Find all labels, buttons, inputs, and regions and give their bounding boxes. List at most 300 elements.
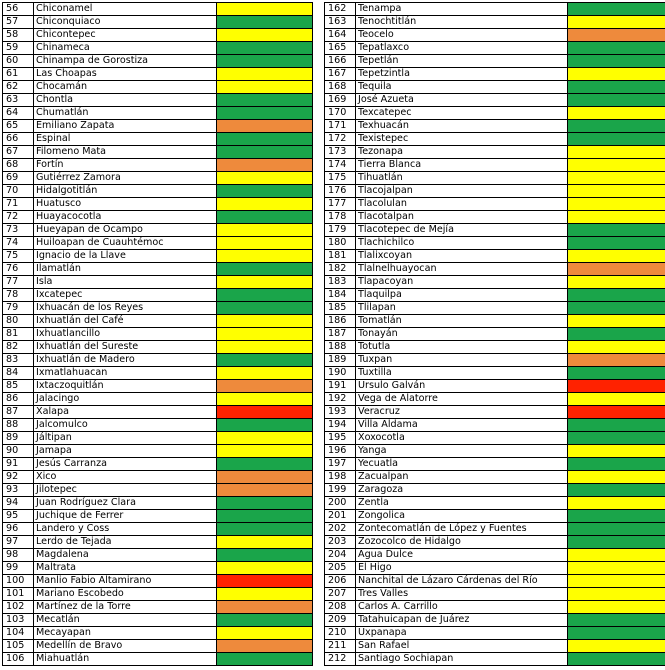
municipality-number: 60 — [3, 55, 34, 68]
table-row — [3, 302, 313, 315]
table-row — [3, 354, 313, 367]
table-row — [3, 315, 313, 328]
table-row — [325, 471, 665, 484]
table-row — [325, 3, 665, 16]
municipality-name: Chiconquiaco — [34, 16, 217, 29]
municipality-name: Zongolica — [356, 510, 568, 523]
municipality-name: El Higo — [356, 562, 568, 575]
municipality-number: 182 — [325, 263, 356, 276]
table-row — [3, 94, 313, 107]
municipality-number: 188 — [325, 341, 356, 354]
table-row — [3, 510, 313, 523]
municipality-number: 59 — [3, 42, 34, 55]
status-color-cell — [568, 55, 665, 68]
status-color-cell — [568, 458, 665, 471]
status-color-cell — [568, 614, 665, 627]
municipality-number: 96 — [3, 523, 34, 536]
municipality-name: Fortín — [34, 159, 217, 172]
table-row — [325, 458, 665, 471]
municipality-number: 190 — [325, 367, 356, 380]
municipality-number: 83 — [3, 354, 34, 367]
status-color-cell — [217, 146, 313, 159]
municipality-number: 86 — [3, 393, 34, 406]
municipality-name: Tlilapan — [356, 302, 568, 315]
municipality-name: Landero y Coss — [34, 523, 217, 536]
municipality-name: Tlacolulan — [356, 198, 568, 211]
status-color-cell — [568, 328, 665, 341]
status-color-cell — [568, 211, 665, 224]
table-row — [3, 29, 313, 42]
municipality-name: Chinampa de Gorostiza — [34, 55, 217, 68]
table-row — [3, 107, 313, 120]
status-color-cell — [217, 653, 313, 666]
status-color-cell — [568, 120, 665, 133]
municipality-number: 197 — [325, 458, 356, 471]
municipality-name: Tepatlaxco — [356, 42, 568, 55]
status-color-cell — [568, 146, 665, 159]
municipality-number: 81 — [3, 328, 34, 341]
status-color-cell — [217, 120, 313, 133]
status-color-cell — [568, 302, 665, 315]
table-body-left — [3, 3, 313, 666]
municipality-name: Tierra Blanca — [356, 159, 568, 172]
municipality-table-left — [2, 2, 313, 666]
municipality-number: 207 — [325, 588, 356, 601]
status-color-cell — [217, 29, 313, 42]
municipality-number: 164 — [325, 29, 356, 42]
status-color-cell — [568, 549, 665, 562]
table-row — [325, 263, 665, 276]
municipality-name: Espinal — [34, 133, 217, 146]
status-color-cell — [217, 523, 313, 536]
status-color-cell — [568, 29, 665, 42]
municipality-number: 201 — [325, 510, 356, 523]
status-color-cell — [568, 172, 665, 185]
municipality-name: Filomeno Mata — [34, 146, 217, 159]
table-row — [325, 42, 665, 55]
municipality-number: 198 — [325, 471, 356, 484]
table-row — [3, 133, 313, 146]
table-row — [325, 536, 665, 549]
status-color-cell — [568, 250, 665, 263]
table-row — [3, 328, 313, 341]
municipality-name: Tihuatlán — [356, 172, 568, 185]
municipality-name: Xalapa — [34, 406, 217, 419]
municipality-name: Yecuatla — [356, 458, 568, 471]
municipality-number: 178 — [325, 211, 356, 224]
municipality-name: Tenampa — [356, 3, 568, 16]
table-row — [325, 16, 665, 29]
municipality-name: Tequila — [356, 81, 568, 94]
municipality-name: Tuxpan — [356, 354, 568, 367]
municipality-number: 91 — [3, 458, 34, 471]
municipality-number: 101 — [3, 588, 34, 601]
table-row — [325, 367, 665, 380]
status-color-cell — [217, 42, 313, 55]
table-row — [325, 68, 665, 81]
municipality-name: Jesús Carranza — [34, 458, 217, 471]
table-row — [325, 185, 665, 198]
table-row — [325, 640, 665, 653]
municipality-name: Ignacio de la Llave — [34, 250, 217, 263]
municipality-number: 209 — [325, 614, 356, 627]
table-row — [325, 393, 665, 406]
municipality-name: Tlapacoyan — [356, 276, 568, 289]
municipality-number: 208 — [325, 601, 356, 614]
municipality-number: 77 — [3, 276, 34, 289]
municipality-name: Ixmatlahuacan — [34, 367, 217, 380]
municipality-number: 93 — [3, 484, 34, 497]
municipality-number: 105 — [3, 640, 34, 653]
municipality-name: Texcatepec — [356, 107, 568, 120]
table-row — [3, 68, 313, 81]
status-color-cell — [217, 601, 313, 614]
status-color-cell — [217, 627, 313, 640]
table-row — [3, 588, 313, 601]
municipality-name: Tlaquilpa — [356, 289, 568, 302]
municipality-number: 211 — [325, 640, 356, 653]
status-color-cell — [217, 81, 313, 94]
municipality-number: 84 — [3, 367, 34, 380]
municipality-number: 79 — [3, 302, 34, 315]
table-row — [325, 601, 665, 614]
table-row — [325, 250, 665, 263]
status-color-cell — [568, 16, 665, 29]
municipality-name: Agua Dulce — [356, 549, 568, 562]
municipality-name: Ixhuatlancillo — [34, 328, 217, 341]
municipality-name: Yanga — [356, 445, 568, 458]
municipality-number: 99 — [3, 562, 34, 575]
table-row — [325, 588, 665, 601]
status-color-cell — [568, 653, 665, 666]
table-row — [325, 146, 665, 159]
municipality-number: 203 — [325, 536, 356, 549]
status-color-cell — [568, 367, 665, 380]
municipality-number: 76 — [3, 263, 34, 276]
municipality-number: 95 — [3, 510, 34, 523]
municipality-number: 72 — [3, 211, 34, 224]
status-color-cell — [217, 419, 313, 432]
status-color-cell — [217, 3, 313, 16]
status-color-cell — [217, 640, 313, 653]
table-row — [325, 354, 665, 367]
table-row — [325, 224, 665, 237]
status-color-cell — [217, 133, 313, 146]
municipality-name: Ixcatepec — [34, 289, 217, 302]
table-row — [3, 432, 313, 445]
status-color-cell — [568, 276, 665, 289]
status-color-cell — [217, 341, 313, 354]
status-color-cell — [568, 419, 665, 432]
municipality-name: Tatahuicapan de Juárez — [356, 614, 568, 627]
municipality-number: 199 — [325, 484, 356, 497]
municipality-number: 68 — [3, 159, 34, 172]
municipality-number: 87 — [3, 406, 34, 419]
status-color-cell — [217, 159, 313, 172]
municipality-name: Jamapa — [34, 445, 217, 458]
table-row — [325, 653, 665, 666]
municipality-name: Chumatlán — [34, 107, 217, 120]
municipality-number: 57 — [3, 16, 34, 29]
municipality-number: 89 — [3, 432, 34, 445]
municipality-number: 106 — [3, 653, 34, 666]
municipality-number: 172 — [325, 133, 356, 146]
municipality-name: Magdalena — [34, 549, 217, 562]
status-color-cell — [568, 42, 665, 55]
municipality-number: 70 — [3, 185, 34, 198]
municipality-number: 64 — [3, 107, 34, 120]
table-row — [3, 614, 313, 627]
municipality-name: Mecayapan — [34, 627, 217, 640]
municipality-name: Zacualpan — [356, 471, 568, 484]
municipality-number: 185 — [325, 302, 356, 315]
table-row — [3, 341, 313, 354]
municipality-number: 195 — [325, 432, 356, 445]
status-color-cell — [217, 289, 313, 302]
municipality-number: 194 — [325, 419, 356, 432]
table-row — [325, 562, 665, 575]
municipality-name: Tlacojalpan — [356, 185, 568, 198]
table-row — [3, 367, 313, 380]
table-row — [3, 393, 313, 406]
municipality-name: Tenochtitlán — [356, 16, 568, 29]
municipality-name: Isla — [34, 276, 217, 289]
status-color-cell — [568, 536, 665, 549]
table-row — [325, 484, 665, 497]
municipality-name: Texhuacán — [356, 120, 568, 133]
municipality-name: Tepetzintla — [356, 68, 568, 81]
status-color-cell — [568, 315, 665, 328]
status-color-cell — [568, 107, 665, 120]
municipality-number: 181 — [325, 250, 356, 263]
municipality-number: 189 — [325, 354, 356, 367]
status-color-cell — [568, 627, 665, 640]
table-row — [3, 380, 313, 393]
municipality-number: 71 — [3, 198, 34, 211]
municipality-number: 82 — [3, 341, 34, 354]
status-color-cell — [568, 237, 665, 250]
status-color-cell — [568, 68, 665, 81]
status-color-cell — [568, 354, 665, 367]
table-row — [3, 172, 313, 185]
municipality-name: Villa Aldama — [356, 419, 568, 432]
municipality-name: Tlacotalpan — [356, 211, 568, 224]
status-color-cell — [568, 432, 665, 445]
municipality-number: 65 — [3, 120, 34, 133]
municipality-name: Tepetlán — [356, 55, 568, 68]
table-row — [325, 133, 665, 146]
municipality-number: 162 — [325, 3, 356, 16]
municipality-name: Ixhuatlán de Madero — [34, 354, 217, 367]
table-row — [3, 523, 313, 536]
municipality-name: Tonayán — [356, 328, 568, 341]
municipality-name: Zontecomatlán de López y Fuentes — [356, 523, 568, 536]
status-color-cell — [217, 575, 313, 588]
municipality-name: Miahuatlán — [34, 653, 217, 666]
municipality-name: Nanchital de Lázaro Cárdenas del Río — [356, 575, 568, 588]
municipality-number: 177 — [325, 198, 356, 211]
status-color-cell — [217, 380, 313, 393]
municipality-number: 205 — [325, 562, 356, 575]
status-color-cell — [568, 341, 665, 354]
municipality-name: Lerdo de Tejada — [34, 536, 217, 549]
municipality-name: Chinameca — [34, 42, 217, 55]
municipality-name: Veracruz — [356, 406, 568, 419]
table-row — [325, 55, 665, 68]
municipality-number: 102 — [3, 601, 34, 614]
status-color-cell — [217, 68, 313, 81]
municipality-number: 187 — [325, 328, 356, 341]
municipality-number: 191 — [325, 380, 356, 393]
table-row — [3, 81, 313, 94]
municipality-number: 104 — [3, 627, 34, 640]
table-row — [325, 120, 665, 133]
table-row — [325, 341, 665, 354]
status-color-cell — [217, 172, 313, 185]
status-color-cell — [568, 185, 665, 198]
table-row — [3, 250, 313, 263]
table-row — [325, 237, 665, 250]
table-row — [325, 107, 665, 120]
municipality-name: Las Choapas — [34, 68, 217, 81]
status-color-cell — [568, 562, 665, 575]
table-row — [3, 16, 313, 29]
status-color-cell — [217, 458, 313, 471]
table-row — [3, 640, 313, 653]
status-color-cell — [568, 81, 665, 94]
status-color-cell — [217, 315, 313, 328]
status-color-cell — [217, 471, 313, 484]
status-color-cell — [217, 185, 313, 198]
table-row — [325, 211, 665, 224]
municipality-number: 75 — [3, 250, 34, 263]
table-row — [3, 471, 313, 484]
table-row — [325, 29, 665, 42]
table-row — [3, 536, 313, 549]
municipality-name: Uxpanapa — [356, 627, 568, 640]
table-row — [325, 445, 665, 458]
municipality-number: 62 — [3, 81, 34, 94]
status-color-cell — [217, 224, 313, 237]
municipality-number: 193 — [325, 406, 356, 419]
table-row — [325, 81, 665, 94]
municipality-number: 210 — [325, 627, 356, 640]
municipality-name: Jalcomulco — [34, 419, 217, 432]
municipality-number: 183 — [325, 276, 356, 289]
status-color-cell — [217, 367, 313, 380]
table-row — [325, 159, 665, 172]
table-row — [3, 653, 313, 666]
table-row — [3, 211, 313, 224]
municipality-number: 63 — [3, 94, 34, 107]
table-row — [3, 42, 313, 55]
municipality-number: 212 — [325, 653, 356, 666]
status-color-cell — [217, 614, 313, 627]
municipality-number: 165 — [325, 42, 356, 55]
municipality-number: 180 — [325, 237, 356, 250]
municipality-number: 78 — [3, 289, 34, 302]
municipality-name: Vega de Alatorre — [356, 393, 568, 406]
municipality-number: 202 — [325, 523, 356, 536]
municipality-number: 173 — [325, 146, 356, 159]
table-row — [3, 237, 313, 250]
municipality-number: 74 — [3, 237, 34, 250]
status-color-cell — [217, 497, 313, 510]
municipality-number: 169 — [325, 94, 356, 107]
table-row — [3, 419, 313, 432]
municipality-name: Xico — [34, 471, 217, 484]
status-color-cell — [568, 224, 665, 237]
status-color-cell — [568, 94, 665, 107]
table-row — [325, 328, 665, 341]
municipality-number: 206 — [325, 575, 356, 588]
table-row — [325, 549, 665, 562]
status-color-cell — [568, 588, 665, 601]
municipality-number: 174 — [325, 159, 356, 172]
status-color-cell — [217, 211, 313, 224]
municipality-number: 92 — [3, 471, 34, 484]
table-row — [3, 549, 313, 562]
status-color-cell — [568, 601, 665, 614]
municipality-name: Jáltipan — [34, 432, 217, 445]
municipality-number: 94 — [3, 497, 34, 510]
table-row — [325, 315, 665, 328]
municipality-name: Teocelo — [356, 29, 568, 42]
municipality-number: 163 — [325, 16, 356, 29]
status-color-cell — [217, 276, 313, 289]
municipality-number: 168 — [325, 81, 356, 94]
municipality-number: 192 — [325, 393, 356, 406]
table-body-right — [325, 3, 665, 666]
municipality-number: 171 — [325, 120, 356, 133]
status-color-cell — [217, 107, 313, 120]
municipality-name: Huatusco — [34, 198, 217, 211]
table-row — [325, 432, 665, 445]
status-color-cell — [217, 263, 313, 276]
municipality-name: Mecatlán — [34, 614, 217, 627]
table-row — [3, 55, 313, 68]
table-row — [3, 627, 313, 640]
status-color-cell — [568, 263, 665, 276]
municipality-name: Totutla — [356, 341, 568, 354]
table-row — [325, 614, 665, 627]
municipality-number: 88 — [3, 419, 34, 432]
table-row — [3, 458, 313, 471]
municipality-number: 69 — [3, 172, 34, 185]
municipality-name: Jalacingo — [34, 393, 217, 406]
municipality-name: Tlacotepec de Mejía — [356, 224, 568, 237]
table-row — [3, 159, 313, 172]
status-color-cell — [568, 3, 665, 16]
table-row — [3, 601, 313, 614]
table-row — [3, 289, 313, 302]
municipality-name: Chicontepec — [34, 29, 217, 42]
table-row — [3, 445, 313, 458]
municipality-number: 61 — [3, 68, 34, 81]
municipality-number: 103 — [3, 614, 34, 627]
table-row — [3, 185, 313, 198]
municipality-name: Texistepec — [356, 133, 568, 146]
table-row — [325, 510, 665, 523]
status-color-cell — [568, 133, 665, 146]
municipality-number: 67 — [3, 146, 34, 159]
table-row — [325, 289, 665, 302]
municipality-name: Mariano Escobedo — [34, 588, 217, 601]
table-row — [3, 406, 313, 419]
table-row — [325, 172, 665, 185]
status-color-cell — [217, 94, 313, 107]
status-color-cell — [568, 497, 665, 510]
